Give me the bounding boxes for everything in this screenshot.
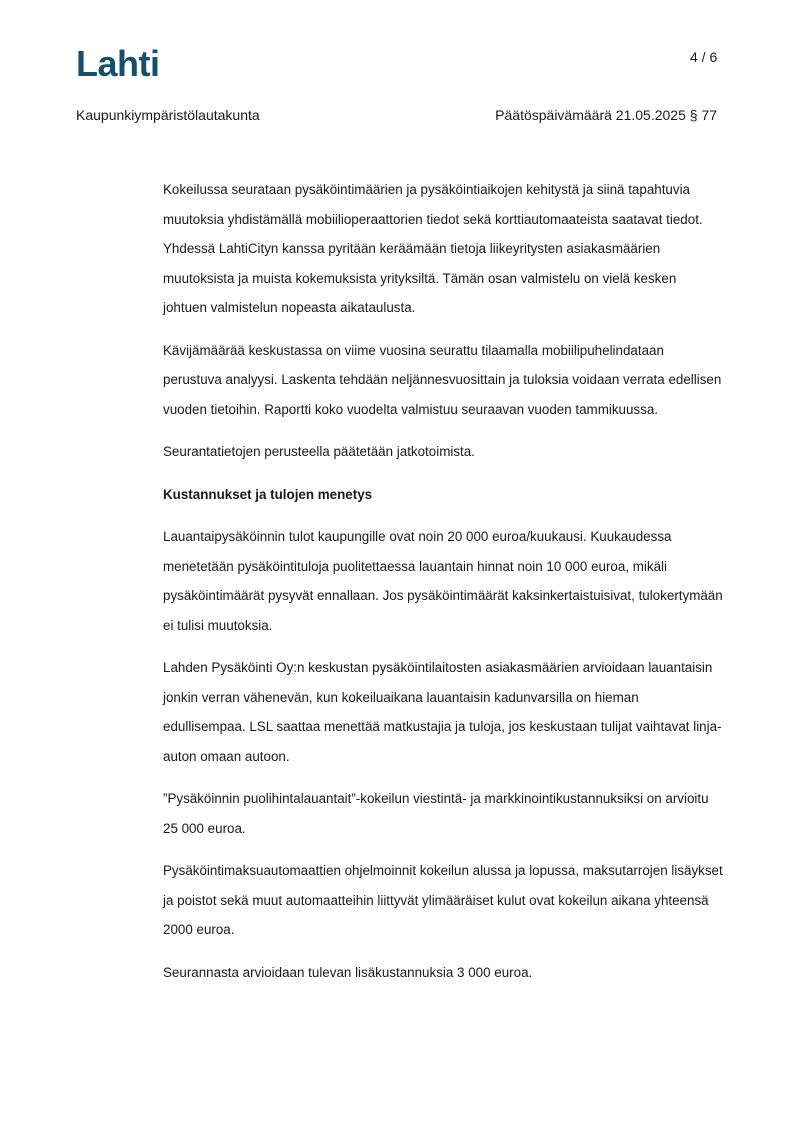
paragraph-machine-costs: Pysäköintimaksuautomaattien ohjelmoinnit kokeilun alussa ja lopussa, maksutarrojen lisäykset ja poistot sekä muut automaatteihin liittyvät ylimääräiset kulut ovat kokeilun aikana yhteensä 2000 euroa.	[163, 863, 723, 937]
section-heading-costs: Kustannukset ja tulojen menetys	[163, 486, 373, 502]
paragraph-parking-company: Lahden Pysäköinti Oy:n keskustan pysäköintilaitosten asiakasmäärien arvioidaan lauantaisin jonkin verran vähenevän, kun kokeiluaikana lauantaisin kadunvarsilla on hieman edullisempaa. LSL saattaa menettää matkustajia ja tuloja, jos keskustaan tulijat vaihtavat linja-auton omaan autoon.	[163, 660, 722, 764]
paragraph-marketing-costs: ”Pysäköinnin puolihintalauantait”-kokeilun viestintä- ja markkinointikustannuksiksi on arvioitu 25 000 euroa.	[163, 791, 709, 836]
paragraph-visitor-count: Kävijämäärää keskustassa on viime vuosina seurattu tilaamalla mobiilipuhelindataan perustuva analyysi. Laskenta tehdään neljännesvuosittain ja tuloksia voidaan verrata edellisen vuoden tietoihin. Raportti koko vuodelta valmistuu seuraavan vuoden tammikuussa.	[163, 342, 722, 417]
lahti-logo	[76, 44, 168, 84]
document-body	[163, 175, 723, 1000]
paragraph-monitoring: Kokeilussa seurataan pysäköintimäärien ja pysäköintiaikojen kehitystä ja siinä tapahtuvia muutoksia yhdistämällä mobiilioperaattorien tiedot sekä korttiautomaateista saatavat tiedot. Yhdessä LahtiCityn kanssa pyritään keräämään tietoja liikeyritysten asiakasmäärien muutoksista ja muista kokemuksista yrityksiltä. Tämän osan valmistelu on vielä kesken johtuen valmistelun nopeasta aikataulusta.	[163, 182, 703, 315]
paragraph-revenue: Lauantaipysäköinnin tulot kaupungille ovat noin 20 000 euroa/kuukausi. Kuukaudessa menetetään pysäköintituloja puolitettaessa lauantain hinnat noin 10 000 euroa, mikäli pysäköintimäärät pysyvät ennallaan. Jos pysäköintimäärät kaksinkertaistuisivat, tulokertymään ei tulisi muutoksia.	[163, 529, 723, 633]
svg-text:Lahti: Lahti	[76, 44, 160, 84]
paragraph-monitoring-costs: Seurannasta arvioidaan tulevan lisäkustannuksia 3 000 euroa.	[163, 964, 533, 980]
paragraph-follow-up: Seurantatietojen perusteella päätetään jatkotoimista.	[163, 444, 475, 459]
page-number: 4 / 6	[690, 49, 718, 65]
decision-date: Päätöspäivämäärä 21.05.2025 § 77	[495, 107, 717, 123]
committee-name: Kaupunkiympäristölautakunta	[76, 107, 260, 123]
